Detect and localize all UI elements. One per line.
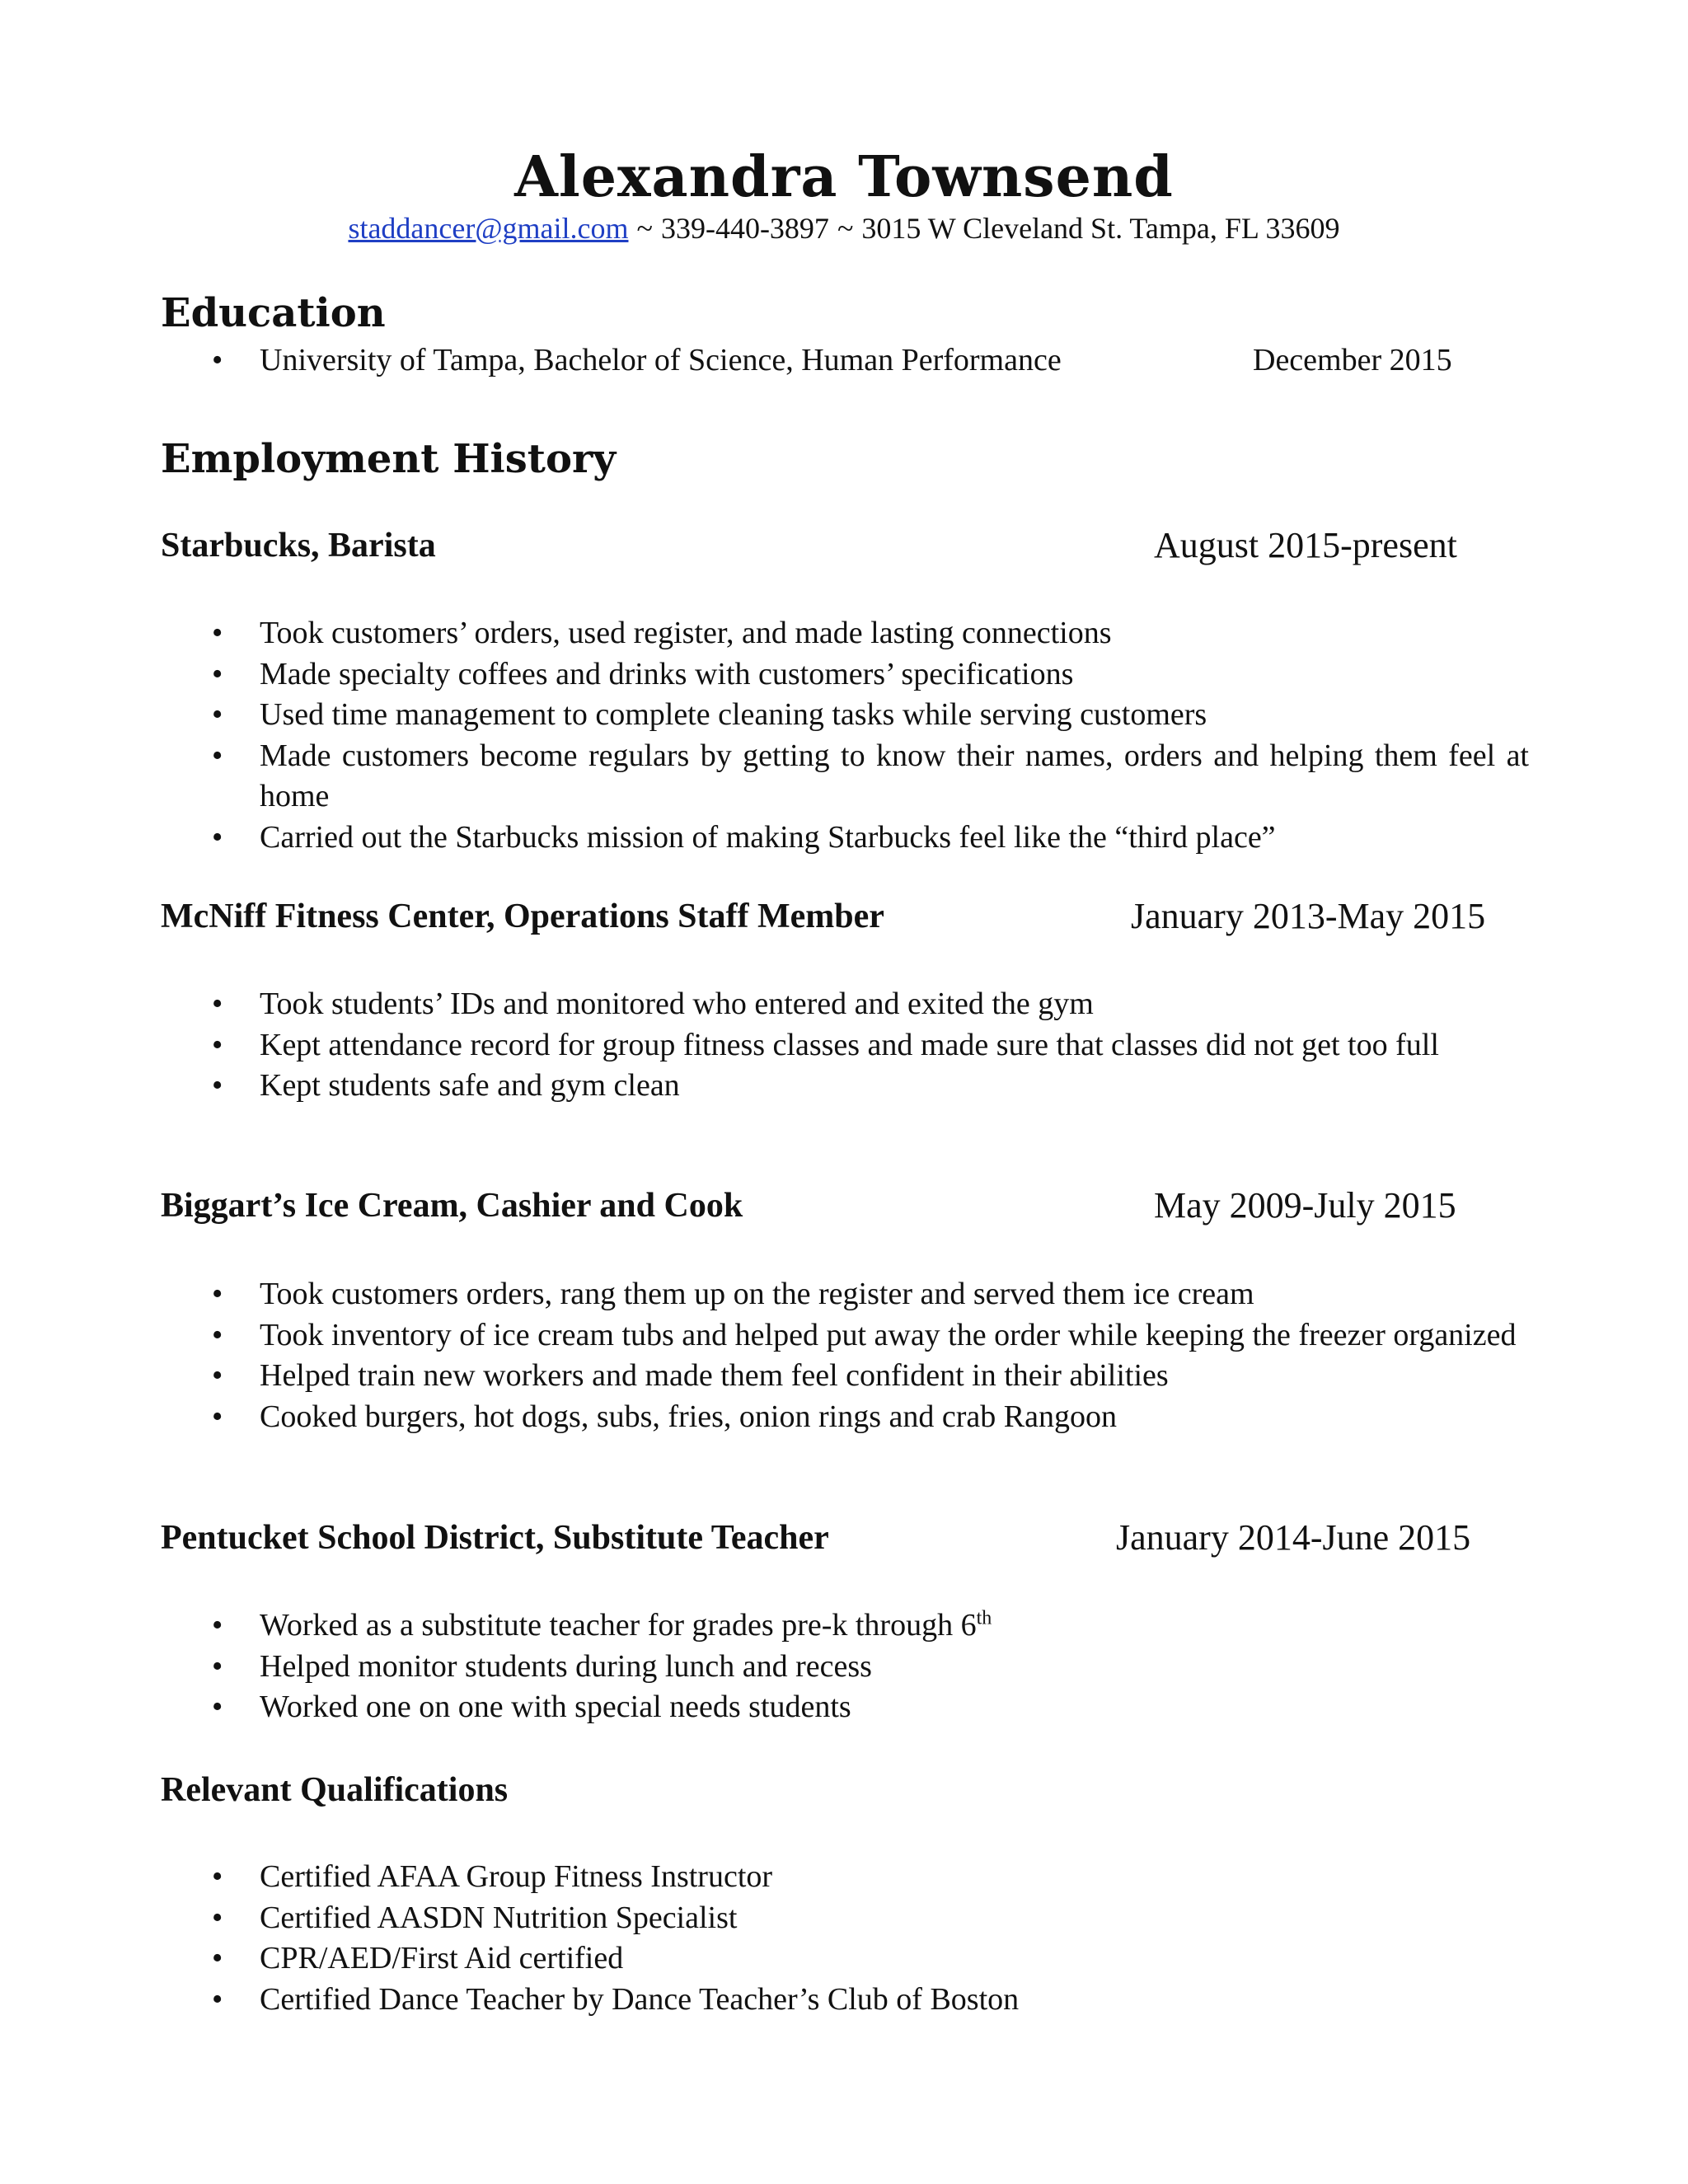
bullet-icon: • (212, 343, 223, 377)
education-degree: University of Tampa, Bachelor of Science, Human Performance (260, 343, 1062, 377)
job-bullet-list (161, 984, 1529, 1107)
list-item: • Took inventory of ice cream tubs and helped put away the order while keeping the freezer organized (161, 1315, 1529, 1357)
list-item: • Kept attendance record for group fitness classes and made sure that classes did not get too full (161, 1025, 1529, 1066)
job-title: Pentucket School District, Substitute Teacher (161, 1519, 829, 1557)
employment-heading: Employment History (161, 436, 617, 482)
email-link[interactable]: staddancer@gmail.com (348, 212, 629, 245)
list-item: • Certified Dance Teacher by Dance Teacher’s Club of Boston (161, 1980, 1529, 2021)
list-item: • Used time management to complete cleaning tasks while serving customers (161, 695, 1529, 736)
list-item: • CPR/AED/First Aid certified (161, 1938, 1529, 1980)
list-item: • Carried out the Starbucks mission of making Starbucks feel like the “third place” (161, 818, 1529, 859)
list-item: • Certified AASDN Nutrition Specialist (161, 1898, 1529, 1939)
qualifications-list (161, 1857, 1529, 2020)
job-title: McNiff Fitness Center, Operations Staff Member (161, 898, 884, 935)
list-item: • Took students’ IDs and monitored who entered and exited the gym (161, 984, 1529, 1025)
job-date: January 2014-June 2015 (1116, 1517, 1471, 1558)
job-bullet-list (161, 1274, 1529, 1437)
list-item: • Took customers’ orders, used register, and made lasting connections (161, 613, 1529, 654)
list-item: • Worked one on one with special needs students (161, 1687, 1529, 1728)
list-item: • Took customers orders, rang them up on the register and served them ice cream (161, 1274, 1529, 1315)
education-date: December 2015 (1253, 343, 1452, 377)
job-bullet-list (161, 1605, 1529, 1728)
job-date: January 2013-May 2015 (1131, 896, 1486, 936)
list-item: • Kept students safe and gym clean (161, 1066, 1529, 1107)
qualifications-heading: Relevant Qualifications (161, 1771, 509, 1809)
job-date: May 2009-July 2015 (1154, 1185, 1456, 1226)
job-date: August 2015-present (1154, 525, 1457, 565)
list-item: • Certified AFAA Group Fitness Instructor (161, 1857, 1529, 1898)
job-title: Biggart’s Ice Cream, Cashier and Cook (161, 1187, 743, 1225)
list-item (161, 1605, 1529, 1647)
phone-number: 339-440-3897 (660, 212, 829, 245)
list-item: • Cooked burgers, hot dogs, subs, fries, onion rings and crab Rangoon (161, 1397, 1529, 1438)
list-item: • Made customers become regulars by getting to know their names, orders and helping them feel at home (161, 736, 1529, 818)
superscript: th (976, 1607, 992, 1629)
education-heading: Education (161, 290, 386, 336)
contact-line (0, 208, 1688, 249)
list-item: • Helped train new workers and made them feel confident in their abilities (161, 1356, 1529, 1397)
list-item: • Made specialty coffees and drinks with customers’ specifications (161, 654, 1529, 696)
candidate-name: Alexandra Townsend (514, 144, 1174, 210)
list-item: • Helped monitor students during lunch and recess (161, 1647, 1529, 1688)
list-item-text: Worked as a substitute teacher for grades pre-k through 6 (260, 1608, 977, 1643)
contact-separator: ~ (636, 212, 653, 245)
address: 3015 W Cleveland St. Tampa, FL 33609 (861, 212, 1340, 245)
contact-separator: ~ (837, 212, 854, 245)
job-title: Starbucks, Barista (161, 527, 436, 565)
job-bullet-list (161, 613, 1529, 858)
